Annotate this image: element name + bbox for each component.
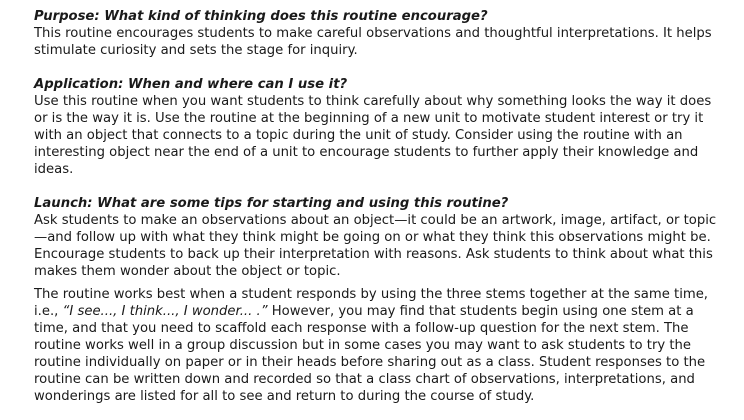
launch-heading: Launch: What are some tips for starting and using this routine? (34, 196, 509, 211)
launch-body-2-rest: However, you may find that students begin using one stem at a time, and that you need to scaffold each response with a follow-up question for the next stem. The routine works well in a group discussion but in some cases you may want to ask students to try the routine individually on paper or in their heads before sharing out as a class. Student responses to the routine can be written down and recorded so that a class chart of observations, interpretations, and wonderings are listed for all to see and return to during the course of study. (34, 304, 706, 404)
purpose-body: This routine encourages students to make careful observations and thoughtful interpretations. It helps stimulate curiosity and sets the stage for inquiry. (34, 26, 712, 58)
launch-body-2-start: The routine works best when a student responds by using the three stems together at the same time, i.e., (34, 287, 709, 319)
launch-body: Ask students to make an observations about an object—it could be an artwork, image, artifact, or topic—and follow up with what they think might be going on or what they think this observations might be. Encourage students to back up their interpretation with reasons. Ask students to think about what this makes them wonder about the object or topic. (34, 213, 717, 279)
application-heading: Application: When and where can I use it? (34, 77, 348, 92)
launch-body-2 (34, 286, 724, 405)
launch-section (34, 195, 724, 405)
purpose-section (34, 8, 724, 59)
application-section (34, 76, 724, 178)
purpose-heading: Purpose: What kind of thinking does this routine encourage? (34, 9, 488, 24)
application-body: Use this routine when you want students to think carefully about why something looks the way it does or is the way it is. Use the routine at the beginning of a new unit to motivate student interest or try it with an object that connects to a topic during the unit of study. Consider using the routine with an interesting object near the end of a unit to encourage students to further apply their knowledge and ideas. (34, 94, 712, 177)
routine-stems: “I see..., I think..., I wonder... .” (62, 304, 268, 319)
